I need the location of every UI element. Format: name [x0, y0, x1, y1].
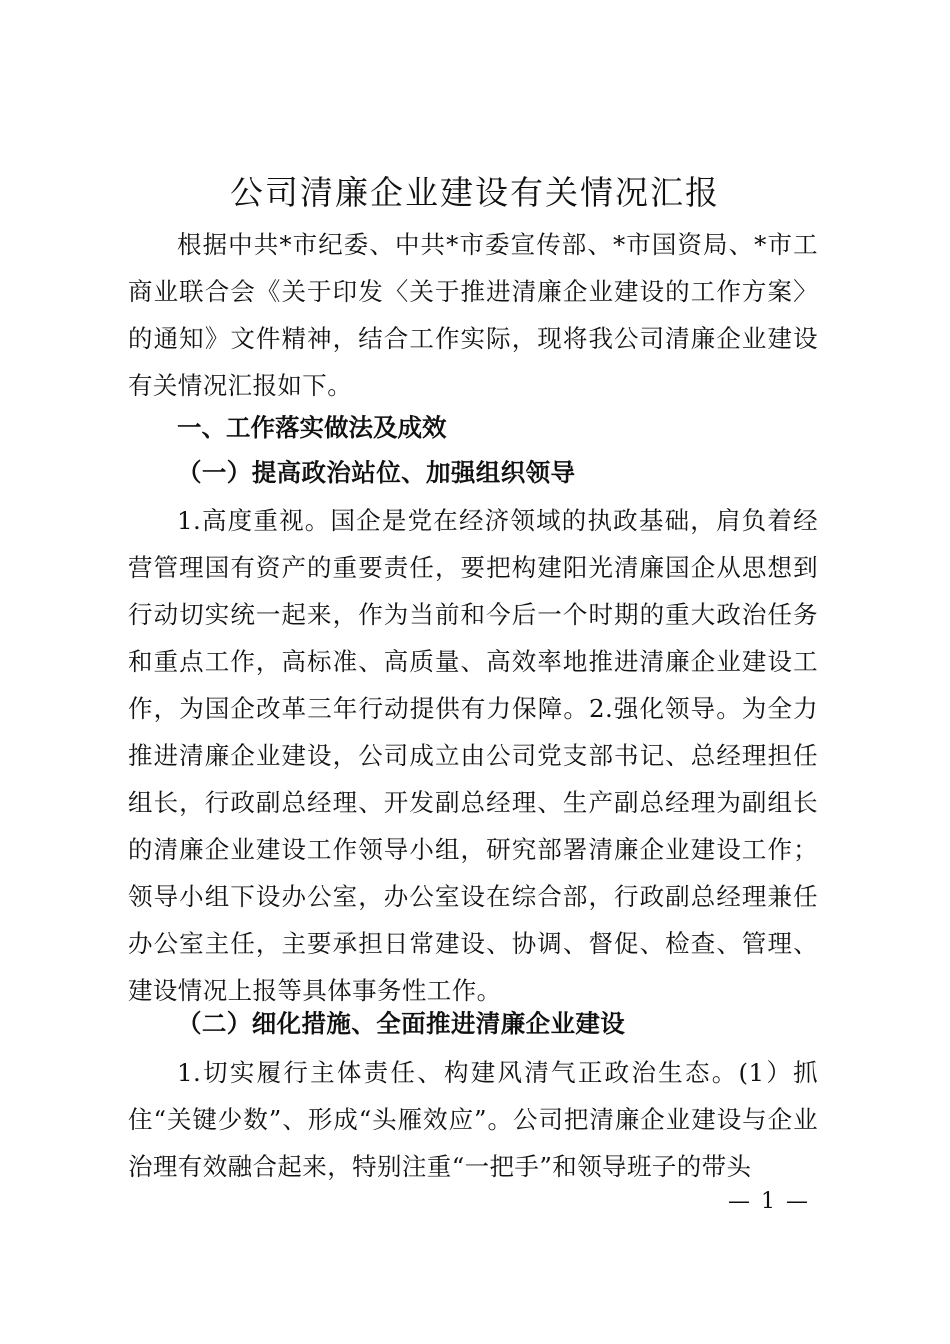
- page-number: — 1 —: [728, 1189, 810, 1214]
- subsection-heading-1: （一）提高政治站位、加强组织领导: [177, 458, 576, 487]
- subsection-heading-2: （二）细化措施、全面推进清廉企业建设: [177, 1009, 626, 1038]
- subsection-2-paragraph: 1.切实履行主体责任、构建风清气正政治生态。(1）抓住“关键少数”、形成“头雁效应”。公司把清廉企业建设与企业治理有效融合起来，特别注重“一把手”和领导班子的带头: [128, 1058, 818, 1181]
- intro-paragraph: 根据中共*市纪委、中共*市委宣传部、*市国资局、*市工商业联合会《关于印发〈关于推进清廉企业建设的工作方案〉的通知》文件精神，结合工作实际，现将我公司清廉企业建设有关情况汇报如下。: [128, 230, 818, 400]
- document-title: 公司清廉企业建设有关情况汇报: [230, 173, 720, 212]
- section-heading-1: 一、工作落实做法及成效: [177, 413, 447, 442]
- subsection-1-paragraph: 1.高度重视。国企是党在经济领域的执政基础，肩负着经营管理国有资产的重要责任，要把构建阳光清廉国企从思想到行动切实统一起来，作为当前和今后一个时期的重大政治任务和重点工作，高标准、高质量、高效率地推进清廉企业建设工作，为国企改革三年行动提供有力保障。2.强化领导。为全力推进清廉企业建设，公司成立由公司党支部书记、总经理担任组长，行政副总经理、开发副总经理、生产副总经理为副组长的清廉企业建设工作领导小组，研究部署清廉企业建设工作；领导小组下设办公室，办公室设在综合部，行政副总经理兼任办公室主任，主要承担日常建设、协调、督促、检查、管理、建设情况上报等具体事务性工作。: [128, 506, 818, 1005]
